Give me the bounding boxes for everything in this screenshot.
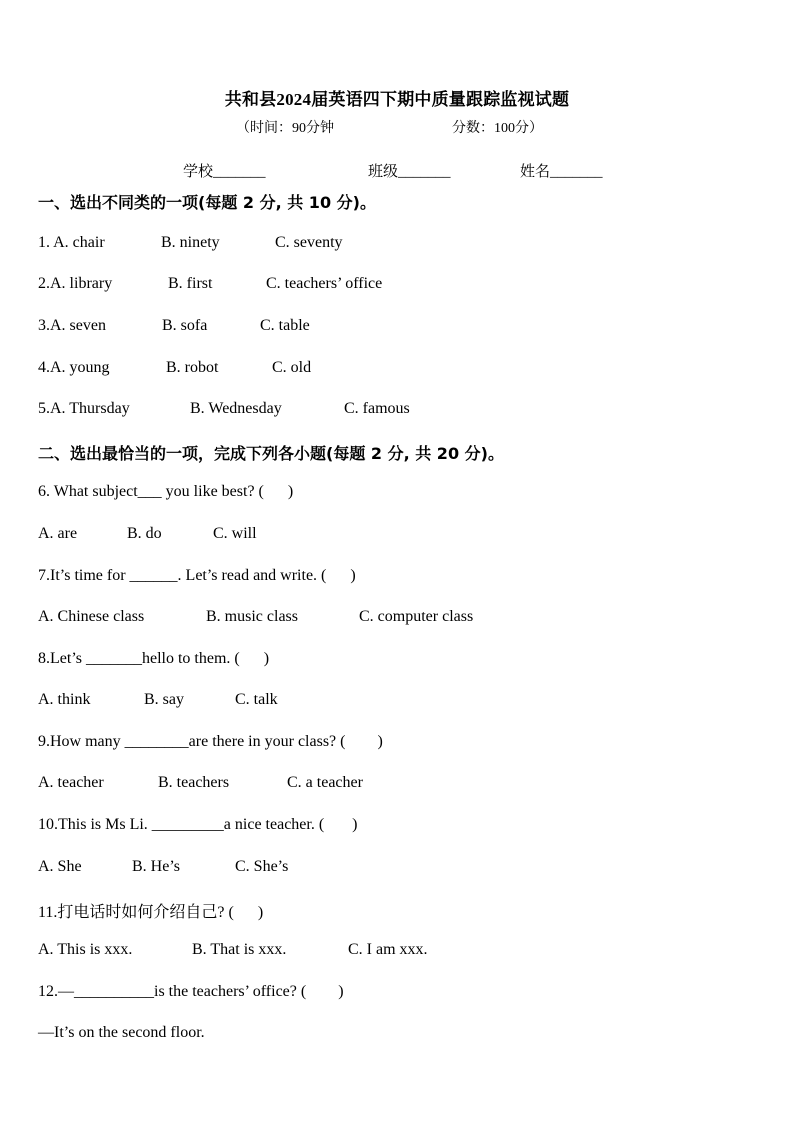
question-3: 3.A. seven [38, 317, 106, 334]
section-2-heading: 二、选出最恰当的一项，完成下列各小题(每题 2 分, 共 20 分)。 [38, 444, 504, 463]
question-5: 5.A. Thursday [38, 400, 130, 417]
question-4-option-c: C. old [272, 359, 312, 376]
section-1-heading: 一、选出不同类的一项(每题 2 分, 共 10 分)。 [38, 193, 376, 212]
school-field[interactable]: 学校_______ [183, 164, 266, 180]
question-9: 9.How many ________are there in your class? ( ) [38, 733, 383, 750]
question-1: 1. A. chair [38, 234, 105, 251]
question-3-option-c: C. table [260, 317, 310, 334]
exam-score: 分数：100分） [452, 121, 543, 136]
question-6: 6. What subject___ you like best? ( ) [38, 483, 294, 500]
question-12: 12.—__________is the teachers’ office? ( ) [38, 983, 344, 1000]
question-7: 7.It’s time for ______. Let’s read and write. ( ) [38, 567, 356, 584]
question-3-option-b: B. sofa [162, 317, 208, 334]
question-12-answer: —It’s on the second floor. [38, 1024, 205, 1041]
question-7-option-c: C. computer class [359, 608, 474, 625]
question-5-option-b: B. Wednesday [190, 400, 282, 417]
question-8-option-b: B. say [144, 691, 184, 708]
question-7-option-a: A. Chinese class [38, 608, 145, 625]
question-10-option-b: B. He’s [132, 858, 180, 875]
question-11-option-b: B. That is xxx. [192, 941, 287, 958]
question-9-option-b: B. teachers [158, 774, 230, 791]
question-8-option-a: A. think [38, 691, 91, 708]
exam-time: （时间：90分钟 [236, 121, 334, 136]
question-9-option-c: C. a teacher [287, 774, 363, 791]
question-10-option-a: A. She [38, 858, 82, 875]
question-2-option-b: B. first [168, 275, 213, 292]
question-2: 2.A. library [38, 275, 113, 292]
question-6-option-c: C. will [213, 525, 257, 542]
question-11-option-a: A. This is xxx. [38, 941, 133, 958]
question-1-option-b: B. ninety [161, 234, 220, 251]
question-5-option-c: C. famous [344, 400, 410, 417]
question-7-option-b: B. music class [206, 608, 298, 625]
question-8-option-c: C. talk [235, 691, 278, 708]
exam-title: 共和县2024届英语四下期中质量跟踪监视试题 [224, 90, 570, 109]
question-6-option-b: B. do [127, 525, 162, 542]
question-9-option-a: A. teacher [38, 774, 104, 791]
question-10-option-c: C. She’s [235, 858, 289, 875]
question-6-option-a: A. are [38, 525, 78, 542]
name-field[interactable]: 姓名_______ [520, 164, 603, 180]
question-1-option-c: C. seventy [275, 234, 343, 251]
question-2-option-c: C. teachers’ office [266, 275, 383, 292]
question-4: 4.A. young [38, 359, 110, 376]
question-8: 8.Let’s _______hello to them. ( ) [38, 650, 270, 667]
question-11-option-c: C. I am xxx. [348, 941, 428, 958]
question-11: 11.打电话时如何介绍自己? ( ) [38, 904, 264, 921]
class-field[interactable]: 班级_______ [368, 164, 451, 180]
question-10: 10.This is Ms Li. _________a nice teacher. ( ) [38, 816, 358, 833]
question-4-option-b: B. robot [166, 359, 219, 376]
